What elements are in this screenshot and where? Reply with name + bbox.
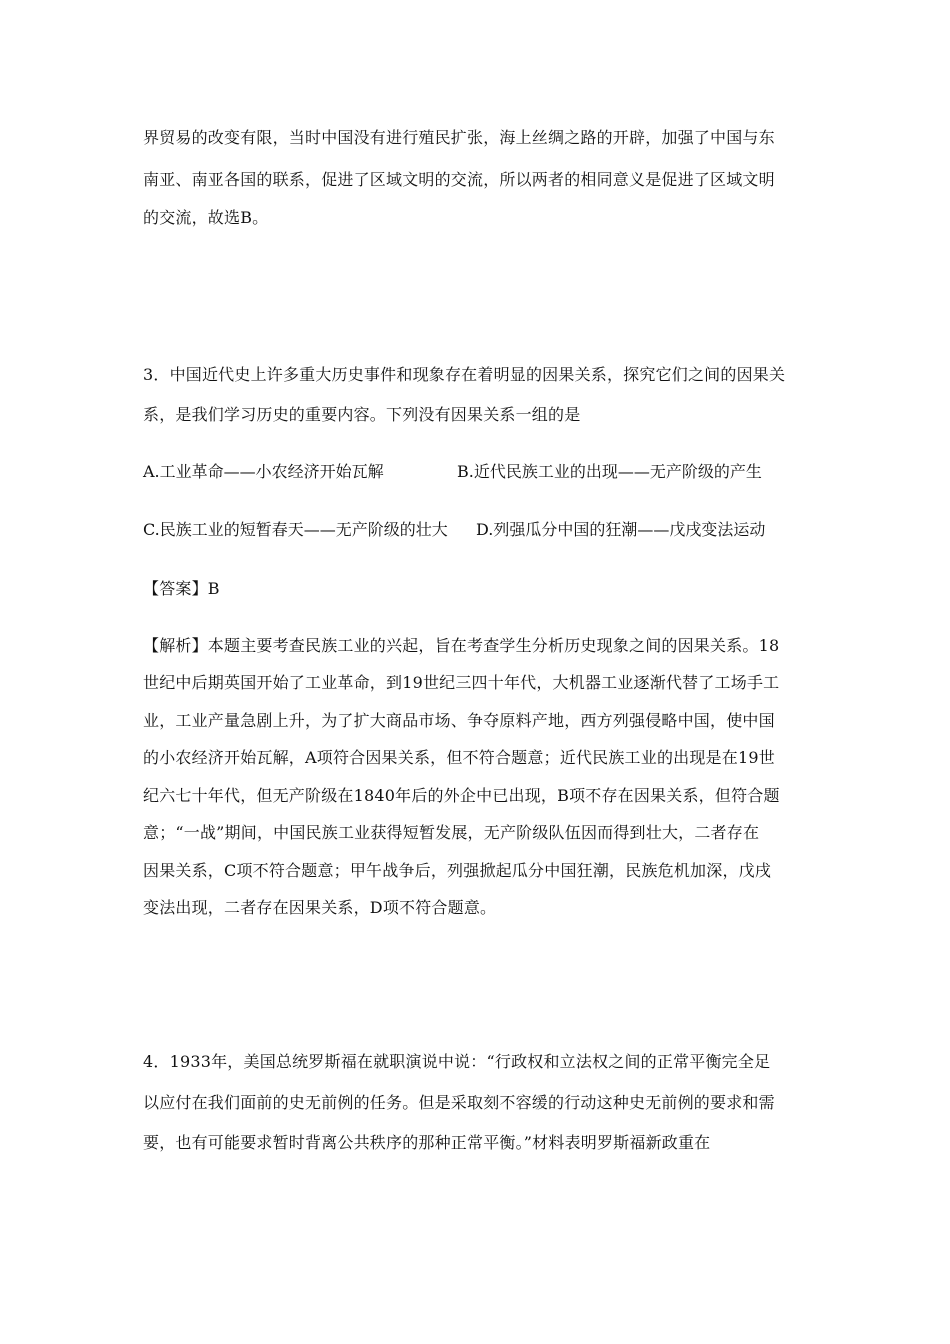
q3-stem-line-1: 3．中国近代史上许多重大历史事件和现象存在着明显的因果关系，探究它们之间的因果关 [143, 365, 786, 384]
q3-analysis-line-6: 意；“一战”期间，中国民族工业获得短暂发展，无产阶级队伍因而得到壮大，二者存在 [143, 823, 760, 842]
continuation-line-2: 南亚、南亚各国的联系，促进了区域文明的交流，所以两者的相同意义是促进了区域文明 [143, 170, 775, 189]
q3-analysis-line-2: 世纪中后期英国开始了工业革命，到19世纪三四十年代，大机器工业逐渐代替了工场手工 [143, 673, 780, 692]
q4-stem-line-2: 以应付在我们面前的史无前例的任务。但是采取刻不容缓的行动这种史无前例的要求和需 [143, 1093, 775, 1112]
q3-analysis-line-4: 的小农经济开始瓦解，A项符合因果关系，但不符合题意；近代民族工业的出现是在19世 [143, 748, 775, 767]
continuation-line-3: 的交流，故选B。 [143, 208, 269, 227]
q4-stem-line-1: 4．1933年，美国总统罗斯福在就职演说中说：“行政权和立法权之间的正常平衡完全足 [143, 1052, 771, 1071]
continuation-line-1: 界贸易的改变有限，当时中国没有进行殖民扩张，海上丝绸之路的开辟，加强了中国与东 [143, 128, 775, 147]
q3-option-d: D.列强瓜分中国的狂潮——戊戌变法运动 [476, 520, 766, 539]
q3-option-a: A.工业革命——小农经济开始瓦解 [143, 462, 384, 481]
q3-analysis-line-5: 纪六七十年代，但无产阶级在1840年后的外企中已出现，B项不存在因果关系，但符合题 [143, 786, 780, 805]
q4-stem-line-3: 要，也有可能要求暂时背离公共秩序的那种正常平衡。”材料表明罗斯福新政重在 [143, 1133, 711, 1152]
q3-answer: 【答案】B [143, 579, 220, 598]
q3-analysis-line-3: 业，工业产量急剧上升，为了扩大商品市场、争夺原料产地，西方列强侵略中国，使中国 [143, 711, 775, 730]
q3-analysis-line-8: 变法出现，二者存在因果关系，D项不符合题意。 [143, 898, 497, 917]
q3-analysis-line-7: 因果关系，C项不符合题意；甲午战争后，列强掀起瓜分中国狂潮，民族危机加深，戊戌 [143, 861, 772, 880]
q3-option-b: B.近代民族工业的出现——无产阶级的产生 [457, 462, 762, 481]
q3-analysis-line-1: 【解析】本题主要考查民族工业的兴起，旨在考查学生分析历史现象之间的因果关系。18 [143, 636, 780, 655]
q3-stem-line-2: 系，是我们学习历史的重要内容。下列没有因果关系一组的是 [143, 405, 581, 424]
q3-option-c: C.民族工业的短暂春天——无产阶级的壮大 [143, 520, 448, 539]
